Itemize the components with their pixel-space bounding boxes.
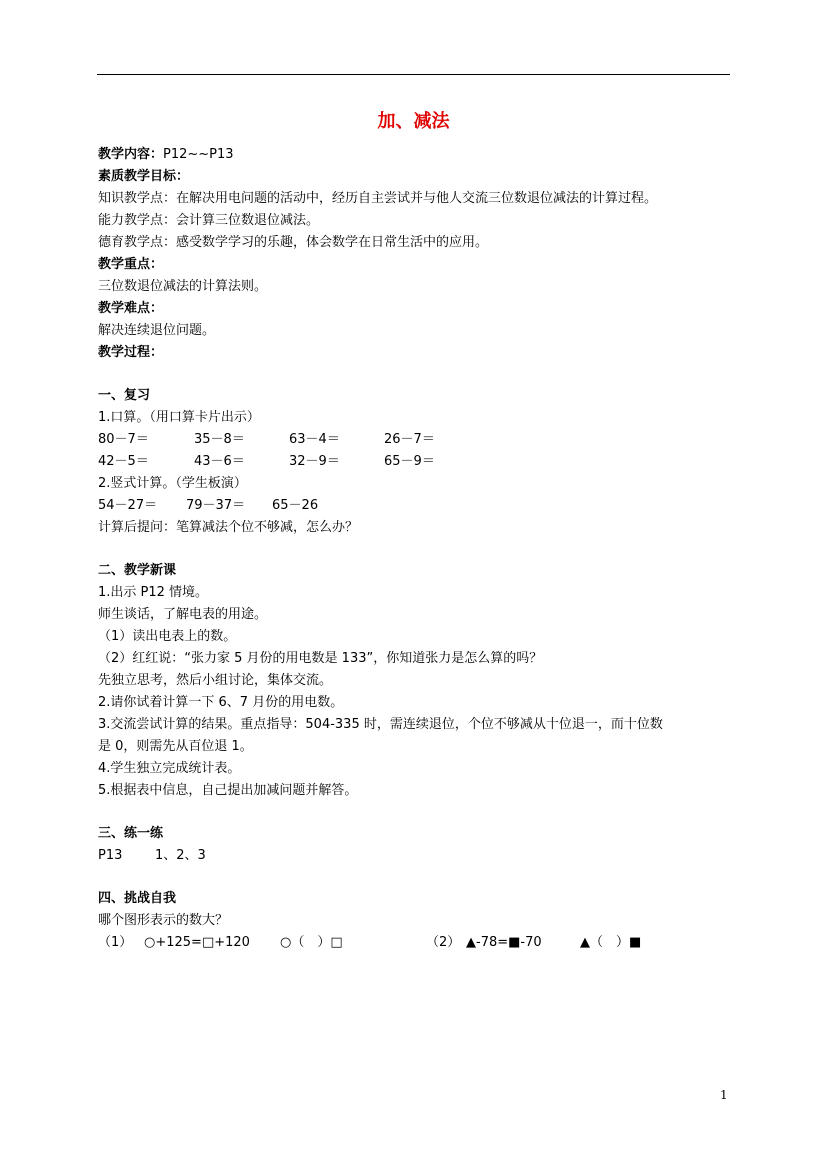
oral-calc: 42－5＝ bbox=[98, 454, 149, 469]
review-item-2: 2.竖式计算。（学生板演） bbox=[98, 476, 247, 491]
content-line bbox=[98, 144, 738, 166]
header-rule bbox=[97, 74, 730, 75]
new-lesson-line: （2）红红说：“张力家 5 月份的用电数是 133”，你知道张力是怎么算的吗？ bbox=[98, 651, 543, 666]
document-body bbox=[98, 144, 738, 954]
oral-calc-row-2 bbox=[98, 451, 738, 473]
goals-heading: 素质教学目标： bbox=[98, 169, 190, 184]
key-text: 三位数退位减法的计算法则。 bbox=[98, 279, 268, 294]
new-lesson-line: 是 0，则需先从百位退 1。 bbox=[98, 739, 253, 754]
process-heading: 教学过程： bbox=[98, 345, 164, 360]
challenge-label-2: （2） bbox=[426, 935, 461, 950]
oral-calc: 26－7＝ bbox=[384, 432, 435, 447]
page-number: 1 bbox=[720, 1088, 728, 1102]
new-lesson-line: 3.交流尝试计算的结果。重点指导：504-335 时，需连续退位，个位不够减从十位退一，而十位数 bbox=[98, 717, 663, 732]
oral-calc: 65－9＝ bbox=[384, 454, 435, 469]
goal-ability: 能力教学点：会计算三位数退位减法。 bbox=[98, 213, 320, 228]
oral-calc: 43－6＝ bbox=[194, 454, 245, 469]
oral-calc: 32－9＝ bbox=[289, 454, 340, 469]
content-label: 教学内容： bbox=[98, 147, 164, 162]
key-heading: 教学重点： bbox=[98, 257, 164, 272]
difficulty-heading: 教学难点： bbox=[98, 301, 164, 316]
vertical-calc: 79－37＝ bbox=[186, 498, 246, 513]
content-value: P12~~P13 bbox=[163, 147, 234, 162]
page-title: 加、减法 bbox=[377, 111, 450, 132]
oral-calc-row-1 bbox=[98, 429, 738, 451]
challenge-compare-1: ○（ ）□ bbox=[280, 935, 343, 950]
challenge-row bbox=[98, 932, 738, 954]
new-lesson-line: 2.请你试着计算一下 6、7 月份的用电数。 bbox=[98, 695, 344, 710]
section-practice-heading: 三、练一练 bbox=[98, 826, 164, 841]
difficulty-text: 解决连续退位问题。 bbox=[98, 323, 216, 338]
oral-calc: 35－8＝ bbox=[194, 432, 245, 447]
practice-items: 1、2、3 bbox=[155, 848, 206, 863]
challenge-compare-2: ▲（ ）■ bbox=[580, 935, 642, 950]
review-item-1: 1.口算。（用口算卡片出示） bbox=[98, 410, 260, 425]
new-lesson-line: 1.出示 P12 情境。 bbox=[98, 585, 209, 600]
vertical-calc-row bbox=[98, 495, 738, 517]
new-lesson-line: 先独立思考，然后小组讨论，集体交流。 bbox=[98, 673, 333, 688]
oral-calc: 80－7＝ bbox=[98, 432, 149, 447]
vertical-calc: 54－27＝ bbox=[98, 498, 158, 513]
section-new-lesson-heading: 二、教学新课 bbox=[98, 563, 177, 578]
new-lesson-line: 师生谈话，了解电表的用途。 bbox=[98, 607, 268, 622]
section-review-heading: 一、复习 bbox=[98, 388, 151, 403]
practice-line bbox=[98, 845, 738, 867]
new-lesson-line: （1）读出电表上的数。 bbox=[98, 629, 237, 644]
review-question: 计算后提问：笔算减法个位不够减，怎么办？ bbox=[98, 520, 359, 535]
challenge-expr-1: ○+125=□+120 bbox=[144, 935, 250, 950]
challenge-label-1: （1） bbox=[98, 935, 133, 950]
new-lesson-line: 4.学生独立完成统计表。 bbox=[98, 761, 241, 776]
challenge-question: 哪个图形表示的数大？ bbox=[98, 913, 229, 928]
section-challenge-heading: 四、挑战自我 bbox=[98, 891, 177, 906]
vertical-calc: 65－26 bbox=[272, 498, 319, 513]
practice-page: P13 bbox=[98, 848, 123, 863]
oral-calc: 63－4＝ bbox=[289, 432, 340, 447]
new-lesson-line: 5.根据表中信息，自己提出加减问题并解答。 bbox=[98, 783, 358, 798]
goal-moral: 德育教学点：感受数学学习的乐趣，体会数学在日常生活中的应用。 bbox=[98, 235, 489, 250]
challenge-expr-2: ▲-78=■-70 bbox=[466, 935, 542, 950]
goal-knowledge: 知识教学点：在解决用电问题的活动中，经历自主尝试并与他人交流三位数退位减法的计算过程。 bbox=[98, 191, 658, 206]
